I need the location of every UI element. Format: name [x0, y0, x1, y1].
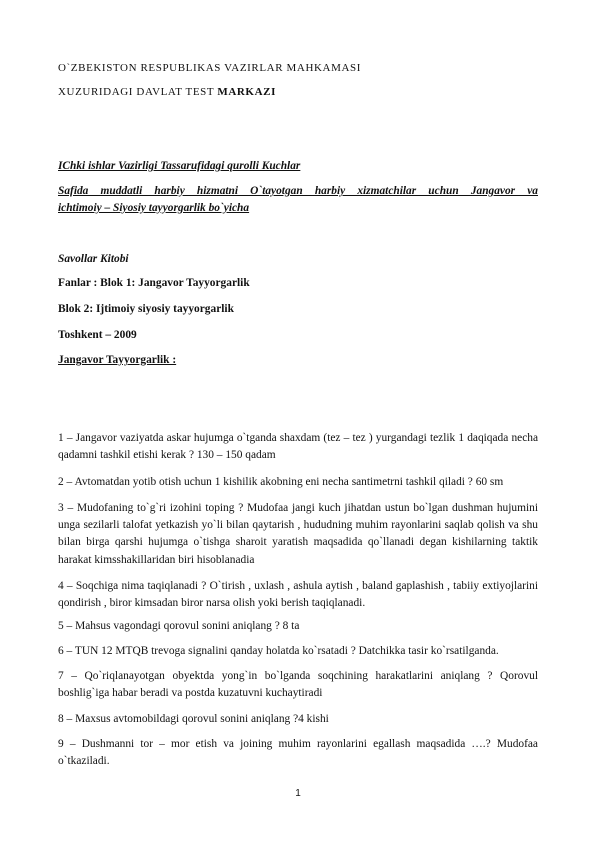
question-9: 9 – Dushmanni tor – mor etish va joining muhim rayonlarini egallash maqsadida ….? Mudofaa o`tkaziladi.: [58, 738, 538, 768]
purpose-line-1: Safida muddatli harbiy hizmatni O`tayotgan harbiy xizmatchilar uchun Jangavor va: [58, 185, 538, 197]
question-5: 5 – Mahsus vagondagi qorovul sonini aniqlang ? 8 ta: [58, 620, 300, 632]
header-line-1: O`ZBEKISTON RESPUBLIKAS VAZIRLAR MAHKAMASI: [58, 62, 361, 74]
header-line-2-text: XUZURIDAGI DAVLAT TEST: [58, 86, 218, 98]
block-2-line: Blok 2: Ijtimoiy siyosiy tayyorgarlik: [58, 303, 234, 315]
question-7: 7 – Qo`riqlanayotgan obyektda yong`in bo`lganda soqchining harakatlarini aniqlang ? Qorovul boshlig`iga habar beradi va postda kuzatuvni kuchaytiradi: [58, 670, 538, 700]
question-2: 2 – Avtomatdan yotib otish uchun 1 kishilik akobning eni necha santimetrni tashkil qiladi ? 60 sm: [58, 476, 504, 488]
page-number: 1: [295, 788, 301, 799]
section-heading: Jangavor Tayyorgarlik :: [58, 354, 177, 366]
place-year: Toshkent – 2009: [58, 329, 137, 341]
purpose-line-2: ichtimoiy – Siyosiy tayyorgarlik bo`yicha: [58, 202, 250, 214]
question-1: 1 – Jangavor vaziyatda askar hujumga o`tganda shaxdam (tez – tez ) yurgandagi tezlik 1 daqiqada necha qadamni tashkil etishi kerak ? 130 – 150 qadam: [58, 432, 538, 462]
question-8: 8 – Maxsus avtomobildagi qorovul sonini aniqlang ?4 kishi: [58, 713, 329, 725]
book-title: Savollar Kitobi: [58, 253, 129, 265]
ministry-title: IChki ishlar Vazirligi Tassarufidagi qurolli Kuchlar: [58, 160, 301, 172]
header-line-2-bold: MARKAZI: [217, 86, 276, 98]
question-4: 4 – Soqchiga nima taqiqlanadi ? O`tirish , uxlash , ashula aytish , baland gaplashish , tabiiy extiyojlarini qondirish , biror kimsadan biror narsa olish yoki berish taqiqlanadi.: [58, 580, 538, 610]
question-6: 6 – TUN 12 MTQB trevoga signalini qanday holatda ko`rsatadi ? Datchikka tasir ko`rsatilganda.: [58, 645, 499, 657]
question-3: 3 – Mudofaning to`g`ri izohini toping ? Mudofaa jangi kuch jihatdan ustun bo`lgan dushman hujumini unga sezilarli talofat yetkazish yo`li bilan qaytarish , hududning muhim rayonlarini saqlab qolish va shu bilan birga qarshi hujumga o`tishga sharoit yaratish maqsadida qo`llanadi degan kishilarning taktik harakat kimsshakillaridan biri hisoblanadia: [58, 502, 538, 566]
header-line-2: [58, 85, 538, 99]
subjects-line: Fanlar : Blok 1: Jangavor Tayyorgarlik: [58, 277, 250, 289]
